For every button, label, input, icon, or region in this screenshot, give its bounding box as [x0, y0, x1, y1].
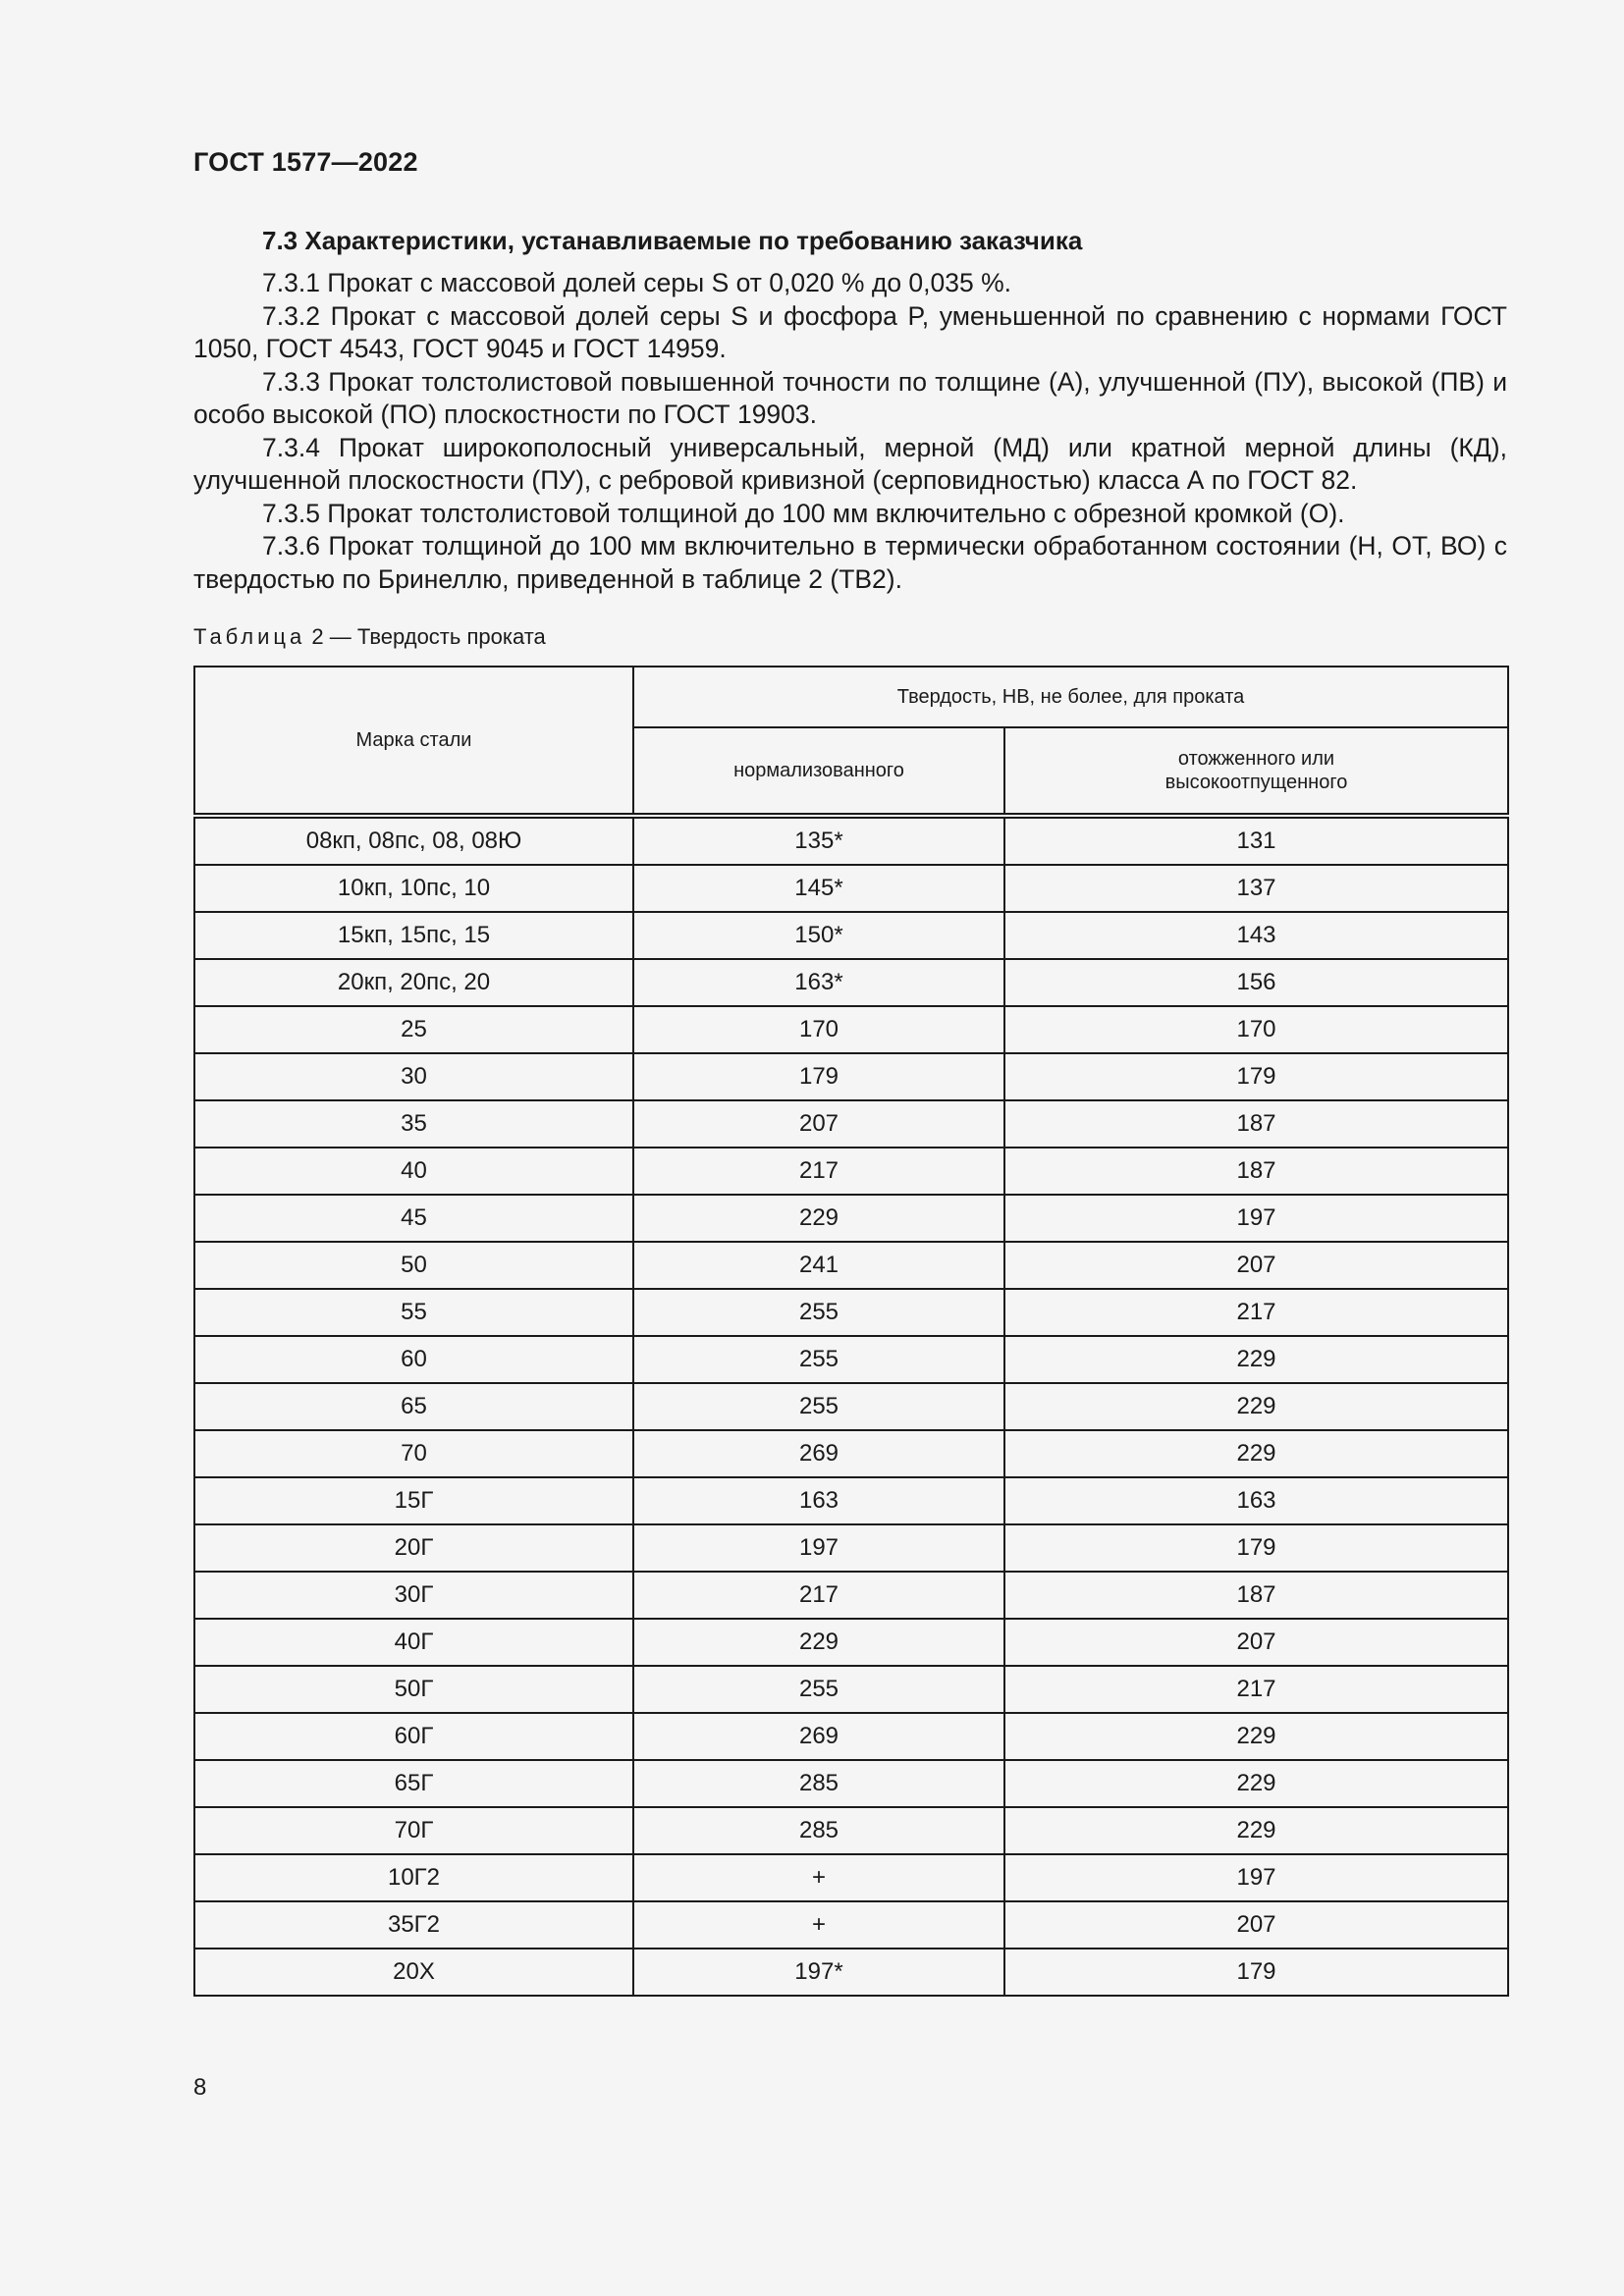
cell-hb-annealed: 229	[1004, 1336, 1508, 1383]
cell-hb-annealed: 207	[1004, 1901, 1508, 1949]
cell-hb-annealed: 179	[1004, 1524, 1508, 1572]
cell-hb-annealed: 187	[1004, 1100, 1508, 1148]
section-title: 7.3 Характеристики, устанавливаемые по требованию заказчика	[262, 226, 1083, 255]
table-row	[194, 865, 1508, 912]
cell-steel-grade: 30Г	[194, 1572, 633, 1619]
table-row	[194, 1242, 1508, 1289]
table-row	[194, 1807, 1508, 1854]
table-row	[194, 912, 1508, 959]
cell-hb-annealed: 187	[1004, 1572, 1508, 1619]
section-body	[193, 267, 1507, 596]
cell-hb-annealed: 131	[1004, 816, 1508, 865]
cell-hb-annealed: 197	[1004, 1195, 1508, 1242]
document-header: ГОСТ 1577—2022	[193, 147, 418, 177]
cell-steel-grade: 35	[194, 1100, 633, 1148]
cell-steel-grade: 15Г	[194, 1477, 633, 1524]
cell-hb-annealed: 137	[1004, 865, 1508, 912]
cell-steel-grade: 60	[194, 1336, 633, 1383]
cell-hb-normalized: 179	[633, 1053, 1004, 1100]
table-row	[194, 1619, 1508, 1666]
cell-hb-normalized: +	[633, 1854, 1004, 1901]
cell-steel-grade: 40Г	[194, 1619, 633, 1666]
paragraph-7-3-2: 7.3.2 Прокат с массовой долей серы S и фосфора P, уменьшенной по сравнению с нормами ГОСТ 1050, ГОСТ 4543, ГОСТ 9045 и ГОСТ 14959.	[193, 300, 1507, 363]
cell-hb-normalized: 217	[633, 1572, 1004, 1619]
cell-hb-annealed: 170	[1004, 1006, 1508, 1053]
cell-steel-grade: 10Г2	[194, 1854, 633, 1901]
cell-hb-annealed: 229	[1004, 1430, 1508, 1477]
cell-hb-normalized: 269	[633, 1713, 1004, 1760]
cell-steel-grade: 08кп, 08пс, 08, 08Ю	[194, 816, 633, 865]
cell-hb-normalized: 255	[633, 1666, 1004, 1713]
table-row	[194, 1713, 1508, 1760]
cell-steel-grade: 70	[194, 1430, 633, 1477]
cell-steel-grade: 20Х	[194, 1949, 633, 1996]
cell-steel-grade: 10кп, 10пс, 10	[194, 865, 633, 912]
cell-hb-annealed: 187	[1004, 1148, 1508, 1195]
cell-hb-annealed: 179	[1004, 1949, 1508, 1996]
table-row	[194, 1901, 1508, 1949]
cell-hb-annealed: 197	[1004, 1854, 1508, 1901]
cell-hb-normalized: 255	[633, 1383, 1004, 1430]
cell-steel-grade: 55	[194, 1289, 633, 1336]
cell-hb-annealed: 207	[1004, 1619, 1508, 1666]
table-row	[194, 1854, 1508, 1901]
header-hardness-group: Твердость, НВ, не более, для проката	[633, 667, 1508, 727]
cell-steel-grade: 45	[194, 1195, 633, 1242]
cell-steel-grade: 20кп, 20пс, 20	[194, 959, 633, 1006]
cell-steel-grade: 25	[194, 1006, 633, 1053]
cell-hb-normalized: 285	[633, 1807, 1004, 1854]
header-annealed	[1004, 727, 1508, 816]
table-caption	[193, 624, 546, 650]
cell-hb-normalized: 229	[633, 1195, 1004, 1242]
cell-steel-grade: 20Г	[194, 1524, 633, 1572]
cell-hb-annealed: 207	[1004, 1242, 1508, 1289]
cell-hb-annealed: 179	[1004, 1053, 1508, 1100]
table-row	[194, 816, 1508, 865]
paragraph-7-3-1: 7.3.1 Прокат с массовой долей серы S от 0,020 % до 0,035 %.	[262, 268, 1012, 297]
table-row	[194, 1336, 1508, 1383]
cell-hb-normalized: 163*	[633, 959, 1004, 1006]
cell-hb-annealed: 156	[1004, 959, 1508, 1006]
cell-steel-grade: 50	[194, 1242, 633, 1289]
table-caption-title: 2 — Твердость проката	[311, 624, 546, 649]
cell-hb-normalized: 269	[633, 1430, 1004, 1477]
table-row	[194, 1572, 1508, 1619]
header-steel-grade: Марка стали	[194, 667, 633, 816]
page-number: 8	[193, 2074, 207, 2101]
cell-hb-normalized: 241	[633, 1242, 1004, 1289]
table-row	[194, 959, 1508, 1006]
paragraph-7-3-5: 7.3.5 Прокат толстолистовой толщиной до 100 мм включительно с обрезной кромкой (О).	[262, 498, 1345, 528]
table-row	[194, 1524, 1508, 1572]
header-normalized: нормализованного	[633, 727, 1004, 816]
cell-hb-annealed: 229	[1004, 1760, 1508, 1807]
cell-hb-annealed: 229	[1004, 1383, 1508, 1430]
cell-hb-normalized: 150*	[633, 912, 1004, 959]
cell-hb-annealed: 217	[1004, 1289, 1508, 1336]
cell-hb-normalized: 135*	[633, 816, 1004, 865]
cell-hb-normalized: 197	[633, 1524, 1004, 1572]
cell-hb-normalized: 255	[633, 1289, 1004, 1336]
table-body	[194, 816, 1508, 1996]
cell-steel-grade: 65	[194, 1383, 633, 1430]
cell-hb-annealed: 229	[1004, 1807, 1508, 1854]
table-row	[194, 1760, 1508, 1807]
cell-steel-grade: 50Г	[194, 1666, 633, 1713]
cell-hb-normalized: 285	[633, 1760, 1004, 1807]
cell-hb-annealed: 143	[1004, 912, 1508, 959]
cell-hb-normalized: 197*	[633, 1949, 1004, 1996]
table-row	[194, 1100, 1508, 1148]
table-row	[194, 1289, 1508, 1336]
cell-steel-grade: 30	[194, 1053, 633, 1100]
table-row	[194, 1477, 1508, 1524]
cell-hb-normalized: 217	[633, 1148, 1004, 1195]
cell-steel-grade: 65Г	[194, 1760, 633, 1807]
paragraph-7-3-6: 7.3.6 Прокат толщиной до 100 мм включительно в термически обработанном состоянии (Н, ОТ, ВО) с твердостью по Бринеллю, приведенной в таблице 2 (ТВ2).	[193, 531, 1507, 594]
cell-hb-annealed: 163	[1004, 1477, 1508, 1524]
table-row	[194, 1148, 1508, 1195]
cell-steel-grade: 40	[194, 1148, 633, 1195]
table-caption-label: Таблица	[193, 624, 306, 649]
table-row	[194, 1195, 1508, 1242]
cell-steel-grade: 15кп, 15пс, 15	[194, 912, 633, 959]
cell-hb-normalized: 163	[633, 1477, 1004, 1524]
header-annealed-text: отожженного или высокоотпущенного	[1164, 748, 1348, 793]
cell-steel-grade: 35Г2	[194, 1901, 633, 1949]
cell-hb-normalized: 207	[633, 1100, 1004, 1148]
cell-hb-annealed: 229	[1004, 1713, 1508, 1760]
paragraph-7-3-3: 7.3.3 Прокат толстолистовой повышенной точности по толщине (А), улучшенной (ПУ), высокой (ПВ) и особо высокой (ПО) плоскостности по ГОСТ 19903.	[193, 366, 1507, 429]
table-row	[194, 1949, 1508, 1996]
table-row	[194, 1430, 1508, 1477]
cell-steel-grade: 60Г	[194, 1713, 633, 1760]
cell-steel-grade: 70Г	[194, 1807, 633, 1854]
cell-hb-normalized: 229	[633, 1619, 1004, 1666]
cell-hb-normalized: 170	[633, 1006, 1004, 1053]
cell-hb-normalized: +	[633, 1901, 1004, 1949]
paragraph-7-3-4: 7.3.4 Прокат широкополосный универсальный, мерной (МД) или кратной мерной длины (КД), улучшенной плоскостности (ПУ), с ребровой кривизной (серповидностью) класса А по ГОСТ 82.	[193, 432, 1507, 495]
cell-hb-normalized: 145*	[633, 865, 1004, 912]
table-row	[194, 1006, 1508, 1053]
cell-hb-annealed: 217	[1004, 1666, 1508, 1713]
table-row	[194, 1383, 1508, 1430]
table-row	[194, 1666, 1508, 1713]
cell-hb-normalized: 255	[633, 1336, 1004, 1383]
table-row	[194, 1053, 1508, 1100]
hardness-table	[193, 666, 1509, 1997]
